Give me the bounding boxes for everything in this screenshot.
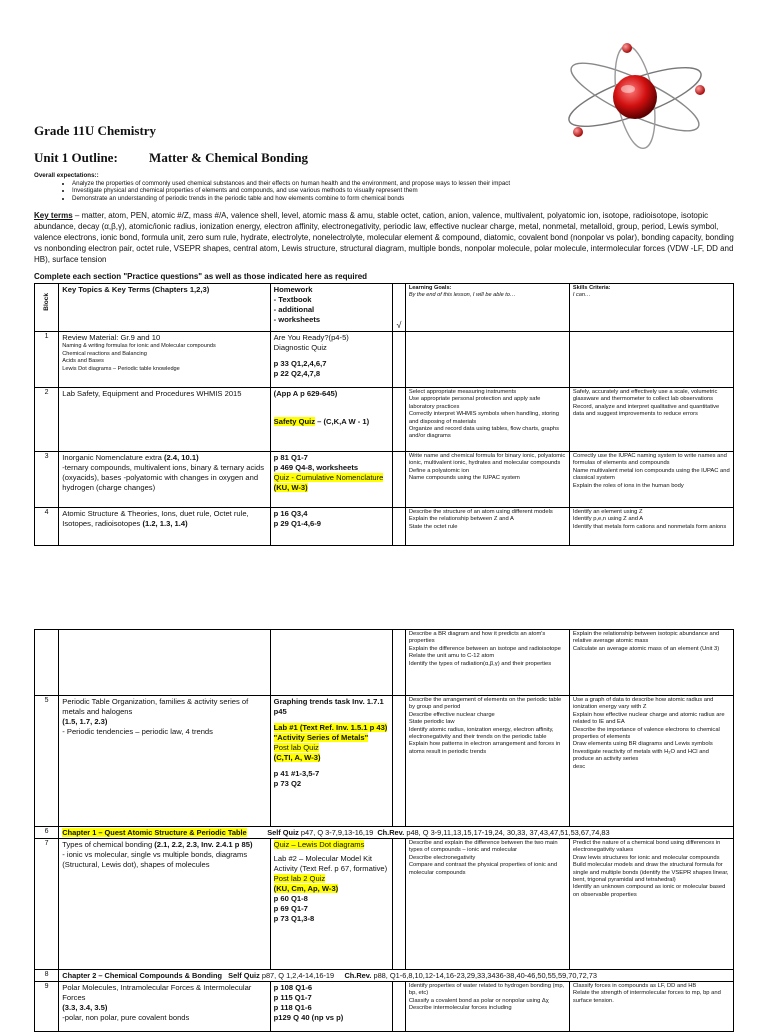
- homework-cell: Quiz – Lewis Dot diagrams Lab #2 – Molecular Model Kit Activity (Text Ref. p 67, formative) Post lab 2 Quiz (KU, Cm, Ap, W-3) p 60 Q1-8 p 69 Q1-7 p 73 Q1,3-8: [270, 839, 392, 970]
- expectation-item: • Investigate physical and chemical properties of elements and compounds, and use various methods to visually represent them: [72, 187, 734, 195]
- key-terms-label: Key terms: [34, 211, 73, 220]
- key-terms-text: – matter, atom, PEN, atomic #/Z, mass #/A, valence shell, level, atomic mass & amu, stable octet, cation, anion, valence, multivalent, polyatomic ion, isotope, radioisotope, isotopic abundance, decay (α,β,γ), atomic/ionic radius, ionization energy, electron affinity, electronegativity, periodic law, effective nuclear charge, metal, nonmetal, metalloid, group, period, Lewis symbol, valence electrons, ionic bond, formula unit, zero sum rule, hydrate, electrolyte, nonelectrolyte, molecular element & compound, diatomic, covalent bond (nonpolar vs polar), bonding capacity, bonding vs nonbonding electron pair, octet rule, VSEPR shapes, central atom, Lewis structure, structural diagram, multiple bonds, nonpolar molecule, polar molecule, intermolecular forces (VDW -LF, DD and HB), surface tension: [34, 211, 734, 265]
- goals-cell: Describe and explain the difference between the two main types of compounds – ionic and molecular Describe electronegativity Compare and contrast the physical properties of ionic and molecular compounds: [405, 839, 569, 970]
- topic-cell: Atomic Structure & Theories, Ions, duet rule, Octet rule, Isotopes, radioisotopes (1.2, 1.3, 1.4): [59, 508, 270, 546]
- homework-header: Homework - Textbook - additional - worksheets: [270, 284, 392, 332]
- topic-cell: Types of chemical bonding (2.1, 2.2, 2.3, Inv. 2.4.1 p 85) - ionic vs molecular, single vs multiple bonds, diagrams (Structural, Lewis dot), shapes of molecules: [59, 839, 270, 970]
- key-terms: [34, 210, 734, 265]
- goals-cell: Describe the structure of an atom using different models Explain the relationship between Z and A State the octet rule: [405, 508, 569, 546]
- table-row: [35, 630, 734, 696]
- homework-cell: (App A p 629-645) Safety Quiz – (C,K,A W - 1): [270, 388, 392, 452]
- goals-header: Learning Goals: By the end of this lesson, I will be able to…: [405, 284, 569, 332]
- homework-cell: Are You Ready?(p4-5) Diagnostic Quiz p 33 Q1,2,4,6,7 p 22 Q2,4,7,8: [270, 332, 392, 388]
- table-header-row: [35, 284, 734, 332]
- table-row: 5 Periodic Table Organization, families & activity series of metals and halogens (1.5, 1.7, 2.3) - Periodic tendencies – periodic law, 4 trends Graphing trends task Inv. 1.7.1 p45 Lab #1 (Text Ref. Inv. 1.5.1 p 43) "Activity Series of Metals" Post lab Quiz (C,TI, A, W-3) p 41 #1-3,5-7 p 73 Q2 Describe the arrangement of elements on the periodic table by group and period Describe effective nuclear charge State periodic law Identify atomic radius, ionization energy, electron affinity, electronegativity and their trends on the periodic table Explain how patterns in electron arrangement and forces in atoms result in periodic trends Use a graph of data to describe how atomic radius and ionization energy vary with Z Explain how effective nuclear charge and atomic radius are related to IE and EA Describe the importance of valence electrons to chemical properties of elements Draw elements using BR diagrams and Lewis symbols Investigate reactivity of metals with H₂O and HCl and produce an activity series desc: [35, 696, 734, 827]
- topic-cell: Inorganic Nomenclature extra (2.4, 10.1) -ternary compounds, multivalent ions, binary & ternary acids (oxyacids), bases -polyatomic with changes in oxygen and hydrogen (charge changes): [59, 452, 270, 508]
- chapter-row: 8 Chapter 2 – Chemical Compounds & Bonding Self Quiz p87, Q 1,2,4-14,16-19 Ch.Rev. p88, Q1-6,8,10,12-14,16-23,29,33,3436-38,40-46,50,55,59,70,72,73: [35, 970, 734, 982]
- skills-cell: Use a graph of data to describe how atomic radius and ionization energy vary with Z Explain how effective nuclear charge and atomic radius are related to IE and EA Describe the importance of valence electrons to chemical properties of elements Draw elements using BR diagrams and Lewis symbols Investigate reactivity of metals with H₂O and HCl and produce an activity series desc: [569, 696, 733, 827]
- chapter-row: 6 Chapter 1 – Quest Atomic Structure & Periodic Table Self Quiz p47, Q 3-7,9,13-16,19 Ch.Rev. p48, Q 3-9,11,13,15,17-19,24, 30,33, 37,43,47,51,53,67,74,83: [35, 827, 734, 839]
- table-row: 7 Types of chemical bonding (2.1, 2.2, 2.3, Inv. 2.4.1 p 85) - ionic vs molecular, single vs multiple bonds, diagrams (Structural, Lewis dot), shapes of molecules Quiz – Lewis Dot diagrams Lab #2 – Molecular Model Kit Activity (Text Ref. p 67, formative) Post lab 2 Quiz (KU, Cm, Ap, W-3) p 60 Q1-8 p 69 Q1-7 p 73 Q1,3-8 Describe and explain the difference between the two main types of compounds – ionic and molecular Describe electronegativity Compare and contrast the physical properties of ionic and molecular compounds Predict the nature of a chemical bond using differences in electronegativity values Draw lewis structures for ionic and molecular compounds Build molecular models and draw the structural formula for single and multiple bonds (identify the VSEPR shapes linear, bent, trigonal pyramidal and tetrahedral) Identify an unknown compound as ionic or molecular based on observable properties: [35, 839, 734, 970]
- homework-cell: p 108 Q1-6 p 115 Q1-7 p 118 Q1-6 p129 Q 40 (np vs p): [270, 982, 392, 1032]
- topic-cell: Review Material: Gr.9 and 10 Naming & writing formulas for ionic and Molecular compounds Chemical reactions and Balancing Acids and Bases Lewis Dot diagrams – Periodic table knowledge: [59, 332, 270, 388]
- overall-expectations: [34, 172, 734, 202]
- skills-cell: Identify an element using Z Identify p,e,n using Z and A Identify that metals form cations and nonmetals form anions: [569, 508, 733, 546]
- unit-label: Unit 1 Outline:: [34, 150, 118, 165]
- goals-cell: Describe the arrangement of elements on the periodic table by group and period Describe effective nuclear charge State periodic law Identify atomic radius, ionization energy, electron affinity, electronegativity and their trends on the periodic table Explain how patterns in electron arrangement and forces in atoms result in periodic trends: [405, 696, 569, 827]
- goals-cell: Select appropriate measuring instruments Use appropriate personal protection and apply safe laboratory practices Correctly interpret WHMIS symbols when handling, storing and disposing of materials Organize and record data using tables, flow charts, graphs and/or diagrams: [405, 388, 569, 452]
- chapter-2-summary: Chapter 2 – Chemical Compounds & Bonding Self Quiz p87, Q 1,2,4-14,16-19 Ch.Rev. p88, Q1-6,8,10,12-14,16-23,29,33,3436-38,40-46,50,55,59,70,72,73: [59, 970, 734, 982]
- table-row: 1 Review Material: Gr.9 and 10 Naming & writing formulas for ionic and Molecular compounds Chemical reactions and Balancing Acids and Bases Lewis Dot diagrams – Periodic table knowledge Are You Ready?(p4-5) Diagnostic Quiz p 33 Q1,2,4,6,7 p 22 Q2,4,7,8: [35, 332, 734, 388]
- homework-cell: p 16 Q3,4 p 29 Q1-4,6-9: [270, 508, 392, 546]
- goals-cell: Describe a BR diagram and how it predicts an atom's properties Explain the difference between an isotope and radioisotope Relate the unit amu to C-12 atom Identify the types of radiation(α,β,γ) and their properties: [405, 630, 569, 696]
- goals-cell: Identify properties of water related to hydrogen bonding (mp, bp, etc) Classify a covalent bond as polar or nonpolar using Δχ Describe intermolecular forces including: [405, 982, 569, 1032]
- topic-cell: Polar Molecules, Intramolecular Forces & Intermolecular Forces (3.3, 3.4, 3.5) -polar, non polar, pure covalent bonds: [59, 982, 270, 1032]
- atom-logo-icon: [560, 40, 710, 155]
- topic-cell: Lab Safety, Equipment and Procedures WHMIS 2015: [59, 388, 270, 452]
- expectations-heading: Overall expectations::: [34, 172, 99, 179]
- page-title: Grade 11U Chemistry: [34, 123, 157, 138]
- skills-cell: Correctly use the IUPAC naming system to write names and formulas of elements and compounds Name multivalent metal ion compounds using the IUPAC and classical system Explain the roles of ions in the human body: [569, 452, 733, 508]
- goals-cell: Write name and chemical formula for binary ionic, polyatomic ionic, multivalent ionic, hydrates and molecular compounds Define a polyatomic ion Name compounds using the IUPAC system: [405, 452, 569, 508]
- homework-cell: Graphing trends task Inv. 1.7.1 p45 Lab #1 (Text Ref. Inv. 1.5.1 p 43) "Activity Series of Metals" Post lab Quiz (C,TI, A, W-3) p 41 #1-3,5-7 p 73 Q2: [270, 696, 392, 827]
- skills-cell: Predict the nature of a chemical bond using differences in electronegativity values Draw lewis structures for ionic and molecular compounds Build molecular models and draw the structural formula for single and multiple bonds (identify the VSEPR shapes linear, bent, trigonal pyramidal and tetrahedral) Identify an unknown compound as ionic or molecular based on observable properties: [569, 839, 733, 970]
- check-header: √: [393, 284, 406, 332]
- topics-header: Key Topics & Key Terms (Chapters 1,2,3): [59, 284, 270, 332]
- skills-header: Skills Criteria: I can…: [569, 284, 733, 332]
- unit-heading: [34, 150, 308, 166]
- table-row: 3 Inorganic Nomenclature extra (2.4, 10.1) -ternary compounds, multivalent ions, binary & ternary acids (oxyacids), bases -polyatomic with changes in oxygen and hydrogen (charge changes) p 81 Q1-7 p 469 Q4-8, worksheets Quiz - Cumulative Nomenclature (KU, W-3) Write name and chemical formula for binary ionic, polyatomic ionic, multivalent ionic, hydrates and molecular compounds Define a polyatomic ion Name compounds using the IUPAC system Correctly use the IUPAC naming system to write names and formulas of elements and compounds Name multivalent metal ion compounds using the IUPAC and classical system Explain the roles of ions in the human body: [35, 452, 734, 508]
- skills-cell: Safely, accurately and effectively use a scale, volumetric glassware and thermometer to collect lab observations Record, analyze and interpret qualitative and quantitative data and suggest improvements to reduce errors: [569, 388, 733, 452]
- outline-table-1: [34, 283, 734, 546]
- unit-topic: Matter & Chemical Bonding: [149, 150, 309, 165]
- block-header: Block: [35, 284, 59, 332]
- skills-cell: Explain the relationship between isotopic abundance and relative average atomic mass Calculate an average atomic mass of an element (Unit 3): [569, 630, 733, 696]
- expectation-item: • Analyze the properties of commonly used chemical substances and their effects on human health and the environment, and propose ways to lessen their impact: [72, 180, 734, 188]
- table-row: 4 Atomic Structure & Theories, Ions, duet rule, Octet rule, Isotopes, radioisotopes (1.2, 1.3, 1.4) p 16 Q3,4 p 29 Q1-4,6-9 Describe the structure of an atom using different models Explain the relationship between Z and A State the octet rule Identify an element using Z Identify p,e,n using Z and A Identify that metals form cations and nonmetals form anions: [35, 508, 734, 546]
- topic-cell: Periodic Table Organization, families & activity series of metals and halogens (1.5, 1.7, 2.3) - Periodic tendencies – periodic law, 4 trends: [59, 696, 270, 827]
- skills-cell: Classify forces in compounds as LF, DD and HB Relate the strength of intermolecular forces to mp, bp and surface tension.: [569, 982, 733, 1032]
- outline-table-2: [34, 629, 734, 1032]
- complete-note: Complete each section "Practice questions" as well as those indicated here as required: [34, 272, 368, 281]
- chapter-1-summary: Chapter 1 – Quest Atomic Structure & Periodic Table Self Quiz p47, Q 3-7,9,13-16,19 Ch.Rev. p48, Q 3-9,11,13,15,17-19,24, 30,33, 37,43,47,51,53,67,74,83: [59, 827, 734, 839]
- table-row: 9 Polar Molecules, Intramolecular Forces & Intermolecular Forces (3.3, 3.4, 3.5) -polar, non polar, pure covalent bonds p 108 Q1-6 p 115 Q1-7 p 118 Q1-6 p129 Q 40 (np vs p) Identify properties of water related to hydrogen bonding (mp, bp, etc) Classify a covalent bond as polar or nonpolar using Δχ Describe intermolecular forces including Classify forces in compounds as LF, DD and HB Relate the strength of intermolecular forces to mp, bp and surface tension.: [35, 982, 734, 1032]
- homework-cell: p 81 Q1-7 p 469 Q4-8, worksheets Quiz - Cumulative Nomenclature (KU, W-3): [270, 452, 392, 508]
- table-row: 2 Lab Safety, Equipment and Procedures WHMIS 2015 (App A p 629-645) Safety Quiz – (C,K,A W - 1) Select appropriate measuring instruments Use appropriate personal protection and apply safe laboratory practices Correctly interpret WHMIS symbols when handling, storing and disposing of materials Organize and record data using tables, flow charts, graphs and/or diagrams Safely, accurately and effectively use a scale, volumetric glassware and thermometer to collect lab observations Record, analyze and interpret qualitative and quantitative data and suggest improvements to reduce errors: [35, 388, 734, 452]
- expectation-item: • Demonstrate an understanding of periodic trends in the periodic table and how elements combine to form chemical bonds: [72, 195, 734, 203]
